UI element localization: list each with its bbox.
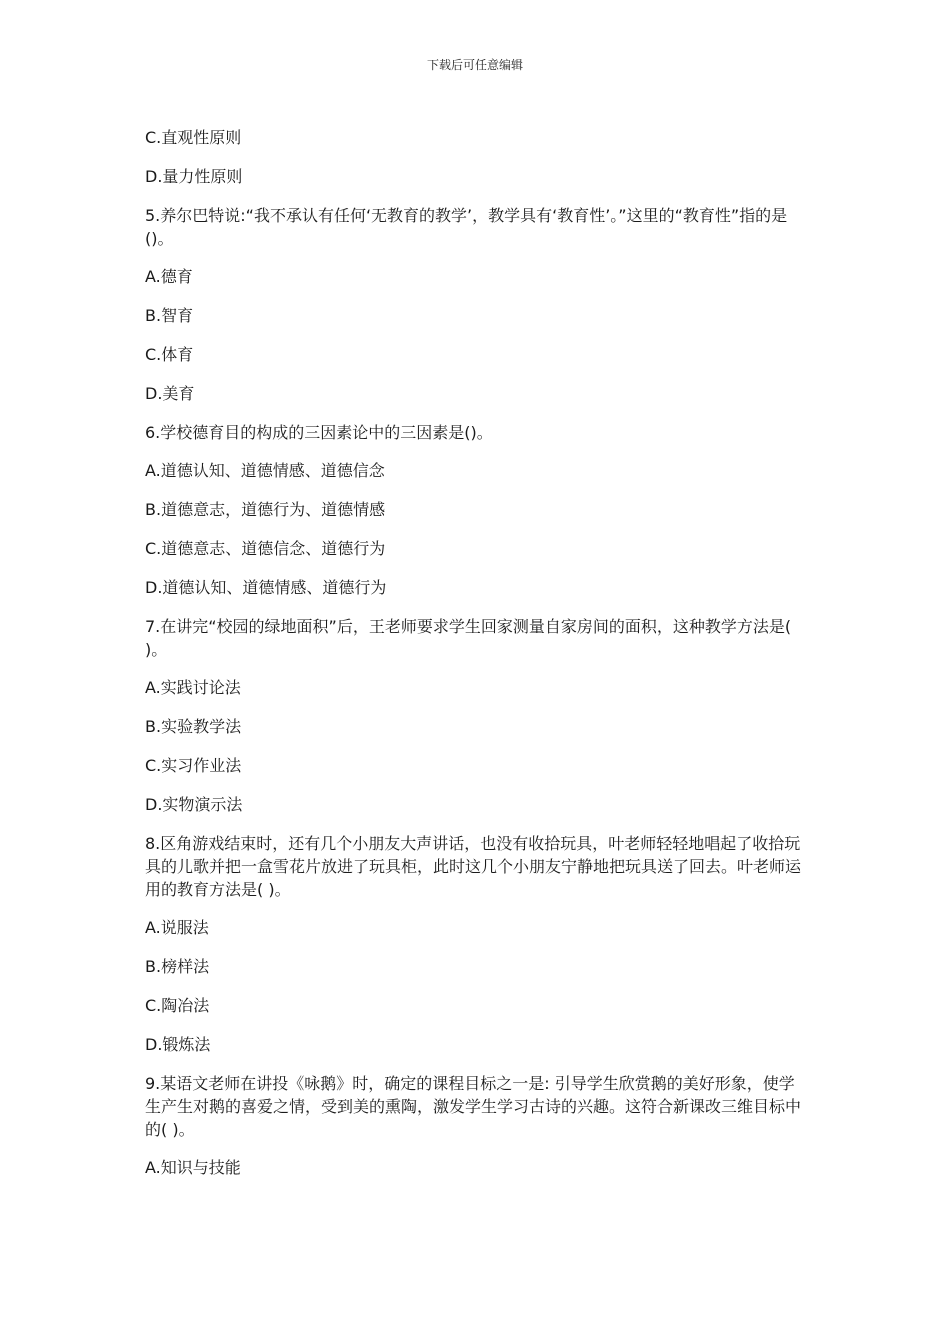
option-line: B.智育 [145,306,194,325]
option-line: B.榜样法 [145,957,210,976]
option-line: A.德育 [145,267,193,286]
page-header: 下载后可任意编辑 [426,58,523,72]
option-line: D.实物演示法 [145,795,243,814]
option-line: A.实践讨论法 [145,678,241,697]
question-5: 5.养尔巴特说:“我不承认有任何‘无教育的教学’，教学具有‘教育性’。”这里的“教育性”指的是()。 [145,206,788,248]
option-line: B.实验教学法 [145,717,242,736]
option-line: A.说服法 [145,918,209,937]
option-line: D.量力性原则 [145,167,243,186]
question-7: 7.在讲完“校园的绿地面积”后，王老师要求学生回家测量自家房间的面积，这种教学方法是( )。 [145,617,792,659]
option-line: C.道德意志、道德信念、道德行为 [145,539,386,558]
question-9: 9.某语文老师在讲投《咏鹅》时，确定的课程目标之一是: 引导学生欣赏鹅的美好形象，使学生产生对鹅的喜爱之情，受到美的熏陶，激发学生学习古诗的兴趣。这符合新课改三维目标中的( )。 [145,1074,802,1139]
option-line: D.美育 [145,384,195,403]
option-line: D.锻炼法 [145,1035,211,1054]
option-line: C.体育 [145,345,194,364]
option-line: C.实习作业法 [145,756,242,775]
question-6: 6.学校德育目的构成的三因素论中的三因素是()。 [145,423,493,442]
option-line: D.道德认知、道德情感、道德行为 [145,578,387,597]
document-body [145,126,810,1195]
option-line: A.道德认知、道德情感、道德信念 [145,461,385,480]
option-line: C.陶冶法 [145,996,210,1015]
option-line: C.直观性原则 [145,128,242,147]
option-line: B.道德意志，道德行为、道德情感 [145,500,386,519]
option-line: A.知识与技能 [145,1158,241,1177]
question-8: 8.区角游戏结束时，还有几个小朋友大声讲话，也没有收拾玩具，叶老师轻轻地唱起了收拾玩具的儿歌并把一盒雪花片放进了玩具柜，此时这几个小朋友宁静地把玩具送了回去。叶老师运用的教育方法是( )。 [145,834,802,899]
